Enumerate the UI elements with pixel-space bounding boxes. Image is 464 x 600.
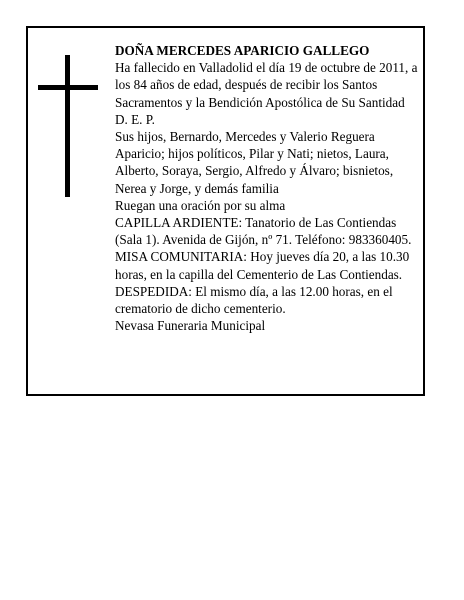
mass-info: MISA COMUNITARIA: Hoy jueves día 20, a las 10.30 horas, en la capilla del Cementerio de Las Contiendas. — [115, 249, 410, 282]
cross-icon — [38, 55, 98, 197]
family-list: Sus hijos, Bernardo, Mercedes y Valerio Reguera Aparicio; hijos políticos, Pilar y Nati; nietos, Laura, Alberto, Soraya, Sergio, Alfredo y Álvaro; bisnietos, Nerea y Jorge, y demás familia — [115, 129, 394, 196]
cross-horizontal-bar — [38, 85, 98, 90]
rip-line: D. E. P. — [115, 111, 155, 127]
farewell-info: DESPEDIDA: El mismo día, a las 12.00 horas, en el crematorio de dicho cementerio. — [115, 283, 393, 317]
prayer-request: Ruegan una oración por su alma — [115, 197, 286, 213]
chapel-info: CAPILLA ARDIENTE: Tanatorio de Las Contiendas (Sala 1). Avenida de Gijón, nº 71. Teléfono: 983360405. — [115, 215, 412, 248]
obituary-notice — [26, 26, 425, 396]
deceased-name: DOÑA MERCEDES APARICIO GALLEGO — [115, 43, 370, 58]
funeral-home: Nevasa Funeraria Municipal — [115, 318, 266, 334]
cross-vertical-bar — [65, 55, 70, 197]
obituary-text — [115, 42, 425, 334]
death-announcement: Ha fallecido en Valladolid el día 19 de octubre de 2011, a los 84 años de edad, después de recibir los Santos Sacramentos y la Bendición Apostólica de Su Santidad — [115, 60, 418, 110]
